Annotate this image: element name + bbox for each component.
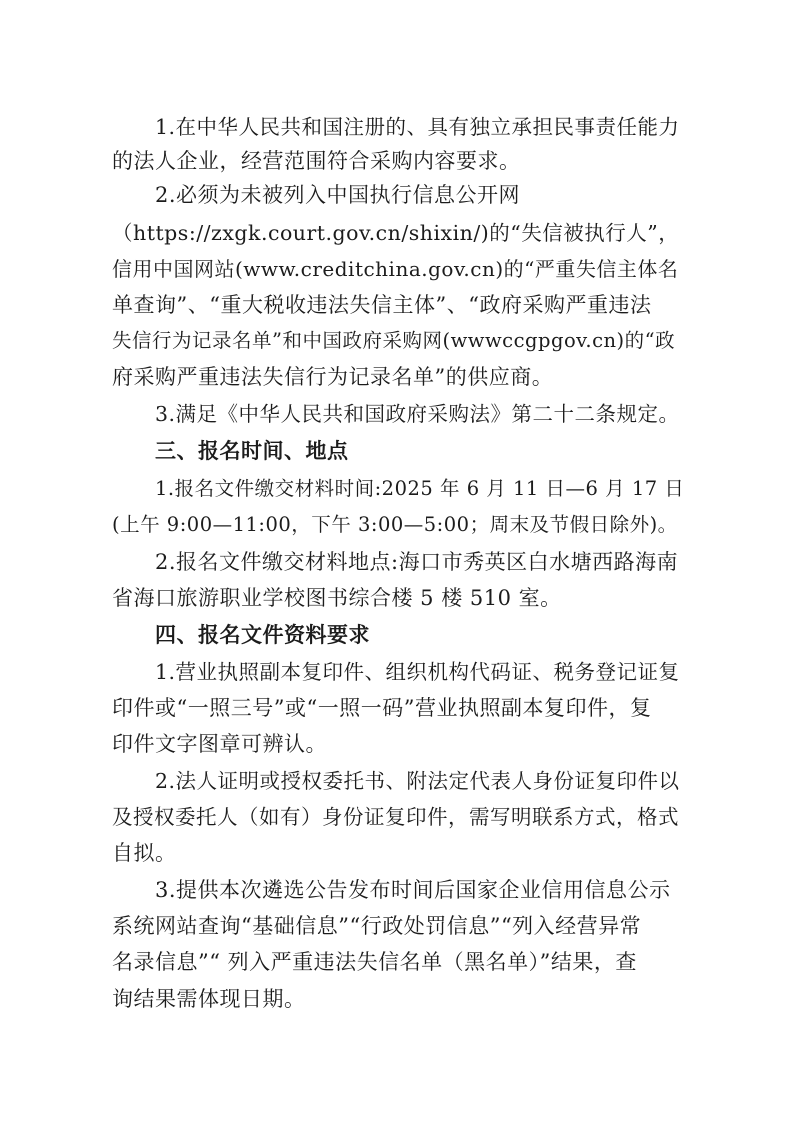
text-line: 信用中国网站(www.creditchina.gov.cn)的“严重失信主体名 — [112, 257, 679, 281]
text-line: 失信行为记录名单”和中国政府采购网(wwwccgpgov.cn)的“政 — [112, 329, 676, 352]
text-line: 1.营业执照副本复印件、组织机构代码证、税务登记证复 — [155, 660, 680, 684]
text-line: 印件或“一照三号”或“一照一码”营业执照副本复印件，复 — [112, 696, 652, 720]
text-line: 3.提供本次遴选公告发布时间后国家企业信用信息公示 — [155, 878, 671, 902]
text-line: (上午 9:00—11:00，下午 3:00—5:00；周末及节假日除外)。 — [112, 513, 678, 536]
text-line: 名录信息”“ 列入严重违法失信名单（黑名单）”结果，查 — [112, 950, 637, 974]
text-line: 1.在中华人民共和国注册的、具有独立承担民事责任能力 — [155, 115, 680, 139]
section-heading: 三、报名时间、地点 — [155, 439, 349, 463]
text-line: 2.法人证明或授权委托书、附法定代表人身份证复印件以 — [155, 769, 680, 793]
text-line: 单查询”、“重大税收违法失信主体”、“政府采购严重违法 — [112, 293, 652, 317]
text-line: 的法人企业，经营范围符合采购内容要求。 — [112, 149, 521, 173]
text-line: 1.报名文件缴交材料时间:2025 年 6 月 11 日—6 月 17 日 — [155, 477, 685, 500]
text-line: 府采购严重违法失信行为记录名单”的供应商。 — [112, 365, 554, 389]
text-line: 自拟。 — [112, 841, 177, 865]
text-line: 2.报名文件缴交材料地点:海口市秀英区白水塘西路海南 — [155, 550, 679, 574]
text-line: 印件文字图章可辨认。 — [112, 732, 327, 756]
section-heading: 四、报名文件资料要求 — [155, 623, 370, 647]
text-line: 2.必须为未被列入中国执行信息公开网 — [155, 183, 521, 207]
text-line: （https://zxgk.court.gov.cn/shixin/)的“失信被执行人”， — [112, 221, 680, 245]
text-line: 及授权委托人（如有）身份证复印件，需写明联系方式，格式 — [112, 805, 679, 829]
text-line: 系统网站查询“基础信息”“行政处罚信息”“列入经营异常 — [112, 914, 642, 938]
text-line: 3.满足《中华人民共和国政府采购法》第二十二条规定。 — [155, 402, 680, 426]
text-line: 省海口旅游职业学校图书综合楼 5 楼 510 室。 — [112, 586, 562, 610]
text-line: 询结果需体现日期。 — [112, 987, 306, 1011]
